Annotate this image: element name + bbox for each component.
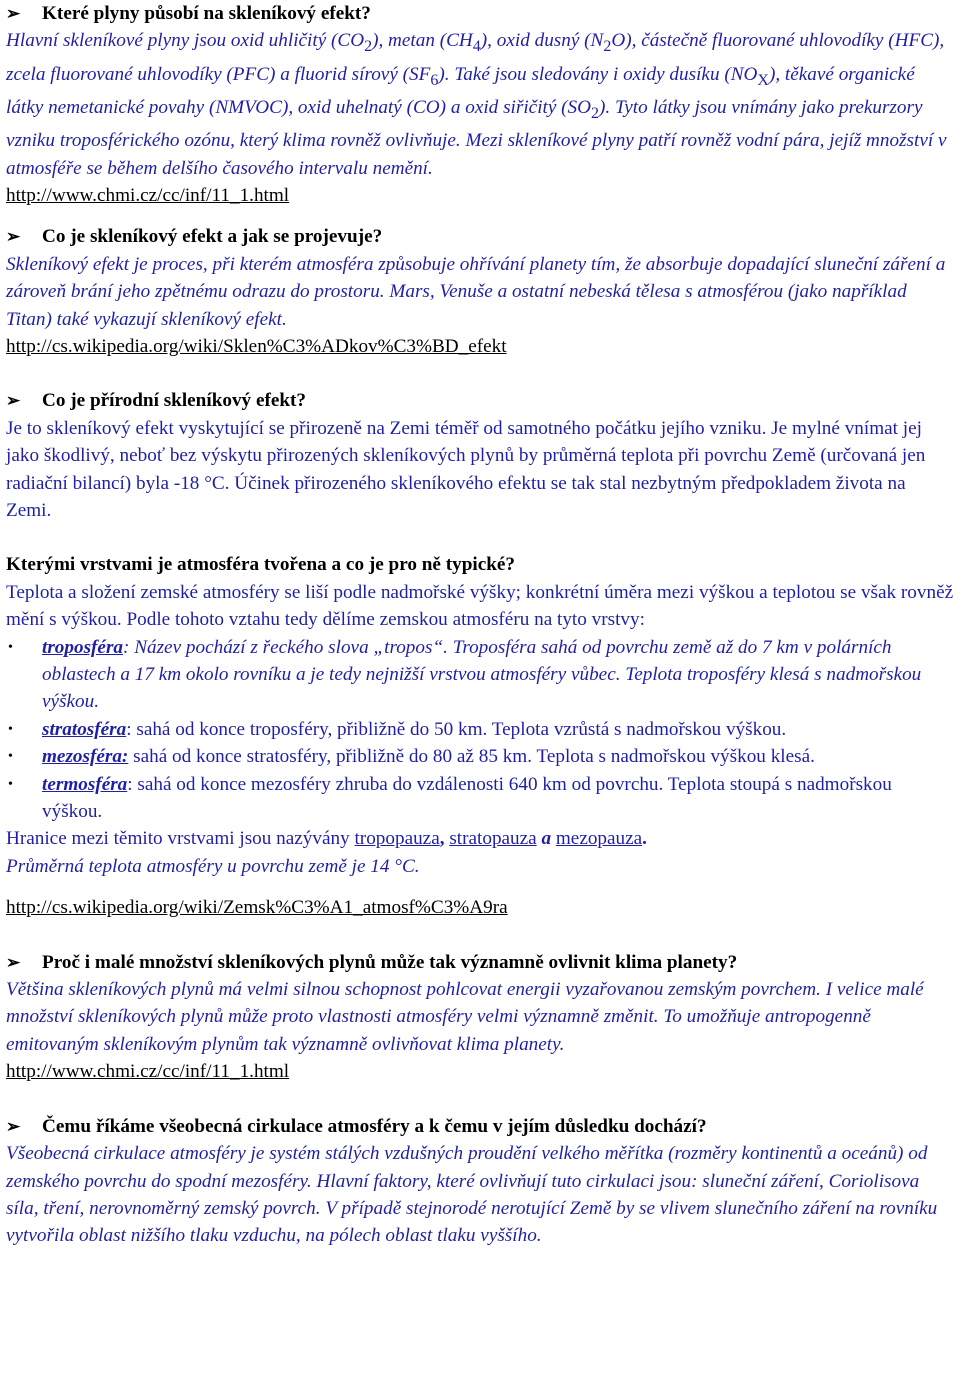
text-span: .: [642, 828, 647, 850]
section-heading-small-amounts: [6, 949, 954, 976]
source-link-wikipedia-atmosphere[interactable]: http://cs.wikipedia.org/wiki/Zemsk%C3%A1_atmosf%C3%A9ra: [6, 897, 508, 919]
subscript: X: [757, 71, 769, 89]
heading-text: Proč i malé množství skleníkových plynů může tak významně ovlivnit klima planety?: [42, 951, 738, 973]
text-span: ), těkavé organické látky nemetanické povahy (NMVOC), oxid uhelnatý (CO) a oxid siřičitý (SO: [6, 63, 915, 118]
heading-text: Co je skleníkový efekt a jak se projevuje?: [42, 226, 383, 248]
link-tropopauza[interactable]: tropopauza: [354, 828, 440, 850]
paragraph-small-amounts: Většina skleníkových plynů má velmi silnou schopnost pohlcovat energii vyzařovanou zemským povrchem. I velice malé množství skleníkových plynů může proto vlastnosti atmosféry velmi významně změnit. To umožňuje antropogenně emitovaným skleníkovým plynům tak významně ovlivňovat klima planety.: [6, 979, 924, 1055]
arrow-bullet-icon: ➢: [6, 391, 21, 411]
section-heading-circulation: [6, 1113, 954, 1140]
subscript: 2: [364, 38, 373, 56]
heading-text: Které plyny působí na skleníkový efekt?: [42, 3, 371, 24]
layer-description: : sahá od konce mezosféry zhruba do vzdálenosti 640 km od povrchu. Teplota stoupá s nadmořskou výškou.: [42, 773, 892, 823]
round-bullet-icon: •: [8, 776, 13, 792]
paragraph-circulation: Všeobecná cirkulace atmosféry je systém stálých vzdušných proudění velkého měřítka (rozměry kontinentů a oceánů) od zemského povrchu do spodní mezosféry. Hlavní faktory, které ovlivňují tuto cirkulaci jsou: sluneční záření, Coriolisova síla, tření, nerovnoměrný zemský povrch. V případě stejnorodé nerotující Země by se vlivem slunečního záření na rovníku vytvořila oblast nižšího tlaku vzduchu, na pólech oblast tlaku vyššího.: [6, 1143, 938, 1247]
heading-text: Čemu říkáme všeobecná cirkulace atmosféry a k čemu v jejím důsledku dochází?: [42, 1115, 707, 1137]
source-link-wikipedia-greenhouse[interactable]: http://cs.wikipedia.org/wiki/Sklen%C3%ADkov%C3%BD_efekt: [6, 335, 507, 357]
layer-term: stratosféra: [42, 718, 127, 740]
paragraph-greenhouse-gases: [6, 27, 954, 182]
list-item: [6, 743, 954, 770]
round-bullet-icon: •: [8, 639, 13, 655]
subscript: 2: [603, 38, 612, 56]
section-heading-greenhouse-gases: [6, 0, 954, 27]
section-heading-greenhouse-effect: [6, 223, 954, 250]
layer-description: sahá od konce stratosféry, přibližně do 80 až 85 km. Teplota s nadmořskou výškou klesá.: [128, 746, 815, 768]
arrow-bullet-icon: ➢: [6, 4, 21, 23]
section-heading-natural-effect: [6, 387, 954, 414]
source-link-chmi[interactable]: http://www.chmi.cz/cc/inf/11_1.html: [6, 184, 290, 206]
text-span: a: [536, 828, 556, 850]
text-span: ), oxid dusný (N: [480, 30, 604, 52]
arrow-bullet-icon: ➢: [6, 952, 21, 972]
text-span: ). Tyto látky jsou vnímány jako prekurzory vzniku troposférického ozónu, který klima rovněž ovlivňuje. Mezi skleníkové plyny patří rovněž vodní pára, jejíž množství v atmosféře se během delšího časového intervalu nemění.: [6, 96, 947, 179]
subscript: 2: [591, 104, 600, 122]
text-span: O), částečně fluorované uhlovodíky (HFC), zcela fluorované uhlovodíky (PFC) a fluorid sírový (SF: [6, 30, 945, 85]
paragraph-layers-intro: Teplota a složení zemské atmosféry se liší podle nadmořské výšky; konkrétní úměra mezi výškou a teplotou se však rovněž mění s výškou. Podle tohoto vztahu tedy dělíme zemskou atmosféru na tyto vrstvy:: [6, 581, 954, 631]
paragraph-natural-effect: Je to skleníkový efekt vyskytující se přirozeně na Zemi téměř od samotného počátku jejího vzniku. Je mylné vnímat jej jako škodlivý, neboť bez výskytu přirozených skleníkových plynů by průměrná teplota při povrchu Země (určovaná jen radiační bilancí) byla -18 °C. Účinek přirozeného skleníkového efektu se tak stal nezbytným předpokladem života na Zemi.: [6, 417, 926, 521]
text-span: Hlavní skleníkové plyny jsou oxid uhličitý (CO: [6, 30, 365, 52]
list-item: [6, 771, 954, 826]
list-item: [6, 716, 954, 743]
arrow-bullet-icon: ➢: [6, 227, 21, 247]
round-bullet-icon: •: [8, 721, 13, 737]
arrow-bullet-icon: ➢: [6, 1116, 21, 1136]
round-bullet-icon: •: [8, 749, 13, 765]
source-link-chmi-2[interactable]: http://www.chmi.cz/cc/inf/11_1.html: [6, 1061, 290, 1083]
subscript: 4: [472, 38, 481, 56]
link-mezopauza[interactable]: mezopauza: [555, 828, 643, 850]
heading-text: Co je přírodní skleníkový efekt?: [42, 390, 307, 412]
subscript: 6: [430, 71, 439, 89]
paragraph-boundaries: [6, 825, 954, 852]
text-span: ,: [439, 828, 450, 850]
text-span: ), metan (CH: [372, 30, 473, 52]
layer-term: termosféra: [42, 773, 128, 795]
layers-list: [6, 634, 954, 826]
paragraph-average-temperature: Průměrná teplota atmosféry u povrchu země je 14 °C.: [6, 855, 420, 877]
section-heading-atmosphere-layers: Kterými vrstvami je atmosféra tvořena a co je pro ně typické?: [6, 554, 516, 576]
text-span: Hranice mezi těmito vrstvami jsou nazývány: [6, 828, 355, 850]
layer-term: troposféra: [42, 636, 124, 658]
layer-description: : sahá od konce troposféry, přibližně do 50 km. Teplota vzrůstá s nadmořskou výškou.: [126, 718, 787, 740]
layer-term: mezosféra:: [42, 746, 129, 768]
link-stratopauza[interactable]: stratopauza: [449, 828, 537, 850]
list-item: [6, 634, 954, 716]
paragraph-greenhouse-effect: Skleníkový efekt je proces, při kterém atmosféra způsobuje ohřívání planety tím, že absorbuje dopadající sluneční záření a zároveň brání jeho zpětnému odrazu do prostoru. Mars, Venuše a ostatní nebeská tělesa s atmosférou (jako například Titan) také vykazují skleníkový efekt.: [6, 253, 946, 330]
text-span: ). Také jsou sledovány i oxidy dusíku (NO: [438, 63, 758, 85]
layer-description: : Název pochází z řeckého slova „tropos“. Troposféra sahá od povrchu země až do 7 km v polárních oblastech a 17 km okolo rovníku a je tedy nejnižší vrstvou atmosféry vůbec. Teplota troposféry klesá s nadmořskou výškou.: [42, 636, 922, 713]
